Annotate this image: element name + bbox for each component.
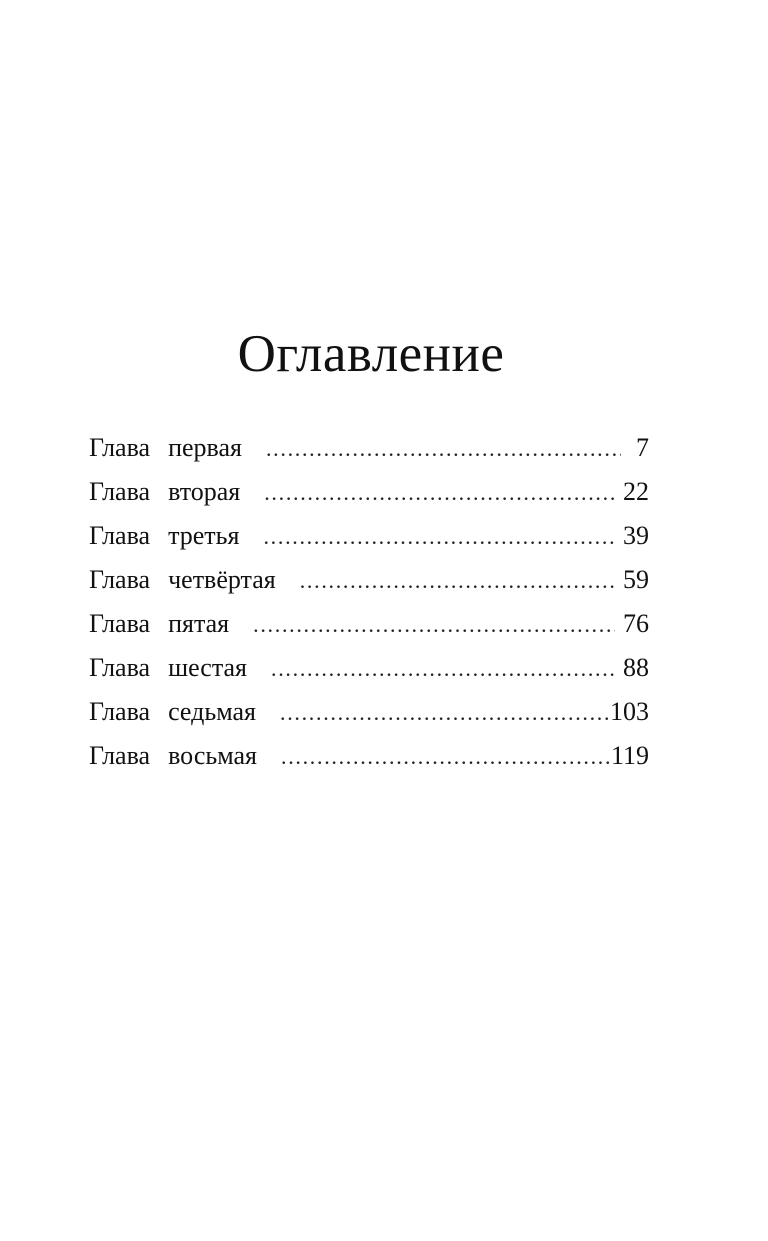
chapter-name: третья <box>168 521 240 550</box>
dot-leader <box>264 471 615 515</box>
page-number: 7 <box>636 433 649 462</box>
toc-entry-2[interactable] <box>89 470 649 514</box>
toc-entry-5[interactable] <box>89 602 649 646</box>
page-number: 22 <box>623 477 649 506</box>
chapter-name: восьмая <box>168 741 257 770</box>
dot-leader <box>263 515 615 559</box>
page-number: 59 <box>623 565 649 594</box>
page-number: 119 <box>610 741 649 770</box>
chapter-word: Глава <box>89 609 151 638</box>
chapter-word: Глава <box>89 521 151 550</box>
chapter-word: Глава <box>89 697 151 726</box>
dot-leader <box>281 735 611 779</box>
dot-leader <box>271 647 615 691</box>
chapter-name: четвёртая <box>168 565 276 594</box>
toc-entry-8[interactable] <box>89 734 649 778</box>
dot-leader <box>300 559 615 603</box>
page-number: 103 <box>610 697 649 726</box>
chapter-word: Глава <box>89 741 151 770</box>
chapter-name: пятая <box>168 609 230 638</box>
chapter-word: Глава <box>89 477 151 506</box>
table-of-contents <box>89 426 649 778</box>
chapter-word: Глава <box>89 565 151 594</box>
toc-entry-3[interactable] <box>89 514 649 558</box>
toc-entry-6[interactable] <box>89 646 649 690</box>
chapter-name: седьмая <box>168 697 256 726</box>
page-number: 76 <box>623 609 649 638</box>
toc-entry-1[interactable] <box>89 426 649 470</box>
chapter-name: первая <box>168 433 242 462</box>
toc-entry-4[interactable] <box>89 558 649 602</box>
page-number: 39 <box>623 521 649 550</box>
chapter-name: шестая <box>168 653 248 682</box>
dot-leader <box>253 603 615 647</box>
dot-leader <box>266 427 621 471</box>
page-number: 88 <box>623 653 649 682</box>
chapter-word: Глава <box>89 433 151 462</box>
dot-leader <box>280 691 610 735</box>
chapter-word: Глава <box>89 653 151 682</box>
toc-entry-7[interactable] <box>89 690 649 734</box>
chapter-name: вторая <box>168 477 241 506</box>
page-title: Оглавление <box>237 325 505 383</box>
